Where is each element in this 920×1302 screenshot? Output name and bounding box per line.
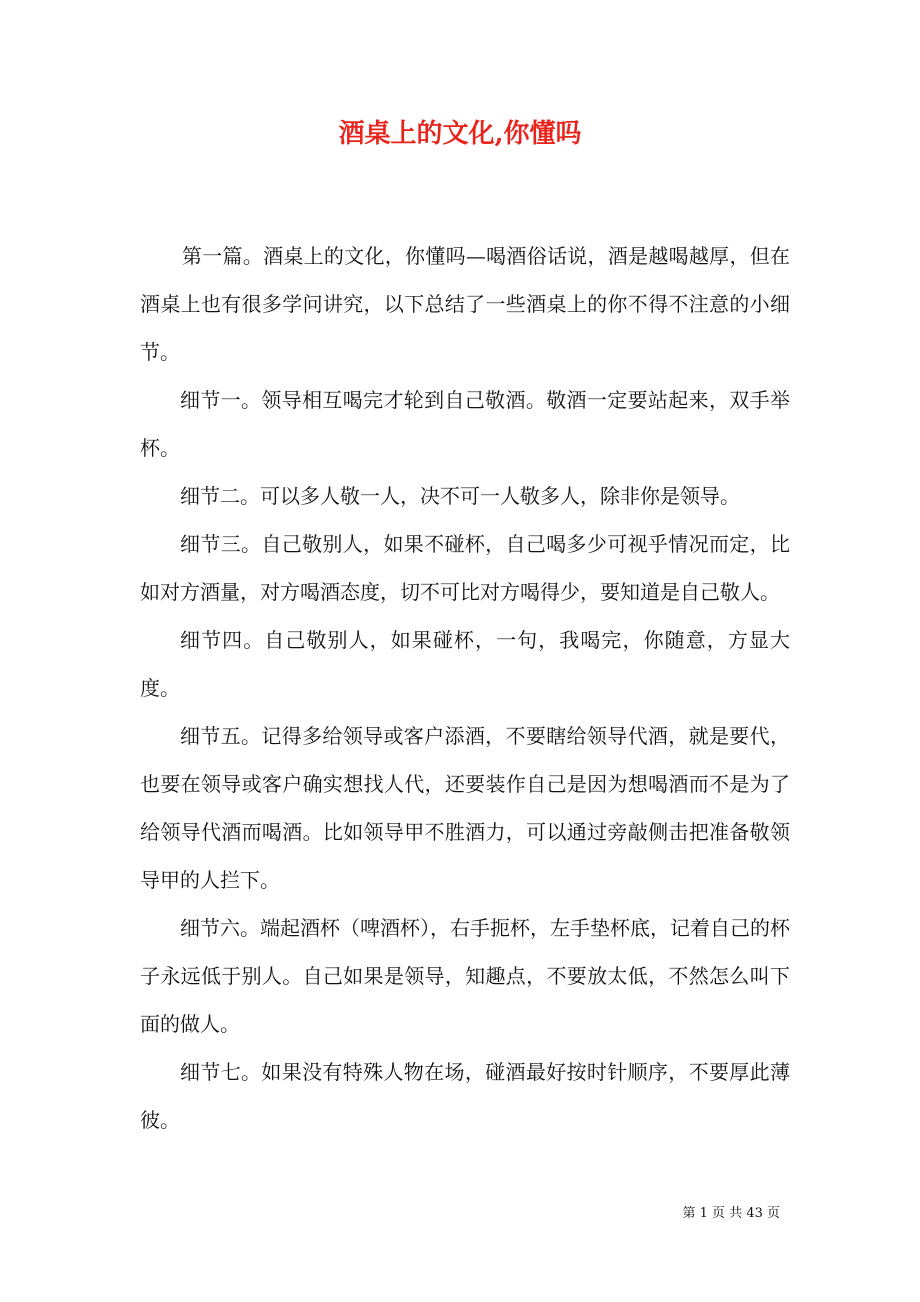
paragraph-detail-6: 细节六。端起酒杯（啤酒杯），右手扼杯，左手垫杯底，记着自己的杯子永远低于别人。自己如果是领导，知趣点，不要放太低，不然怎么叫下面的做人。: [140, 916, 790, 1036]
paragraph-detail-3: 细节三。自己敬别人，如果不碰杯，自己喝多少可视乎情况而定，比如对方酒量，对方喝酒态度，切不可比对方喝得少，要知道是自己敬人。: [140, 532, 790, 604]
paragraph-detail-5: 细节五。记得多给领导或客户添酒，不要瞎给领导代酒，就是要代，也要在领导或客户确实想找人代，还要装作自己是因为想喝酒而不是为了给领导代酒而喝酒。比如领导甲不胜酒力，可以通过旁敲侧击把准备敬领导甲的人拦下。: [140, 724, 790, 892]
paragraph-detail-2: 细节二。可以多人敬一人，决不可一人敬多人，除非你是领导。: [180, 484, 740, 508]
paragraph-intro: 第一篇。酒桌上的文化，你懂吗—喝酒俗话说，酒是越喝越厚，但在酒桌上也有很多学问讲究，以下总结了一些酒桌上的你不得不注意的小细节。: [140, 244, 790, 364]
paragraph-detail-4: 细节四。自己敬别人，如果碰杯，一句，我喝完，你随意，方显大度。: [140, 628, 790, 700]
document-title: 酒桌上的文化,你懂吗: [338, 119, 582, 149]
page-number-footer: 第 1 页 共 43 页: [682, 1206, 780, 1221]
paragraph-detail-1: 细节一。领导相互喝完才轮到自己敬酒。敬酒一定要站起来，双手举杯。: [140, 388, 790, 460]
paragraph-detail-7: 细节七。如果没有特殊人物在场，碰酒最好按时针顺序，不要厚此薄彼。: [140, 1060, 790, 1132]
document-body: [140, 232, 790, 1144]
